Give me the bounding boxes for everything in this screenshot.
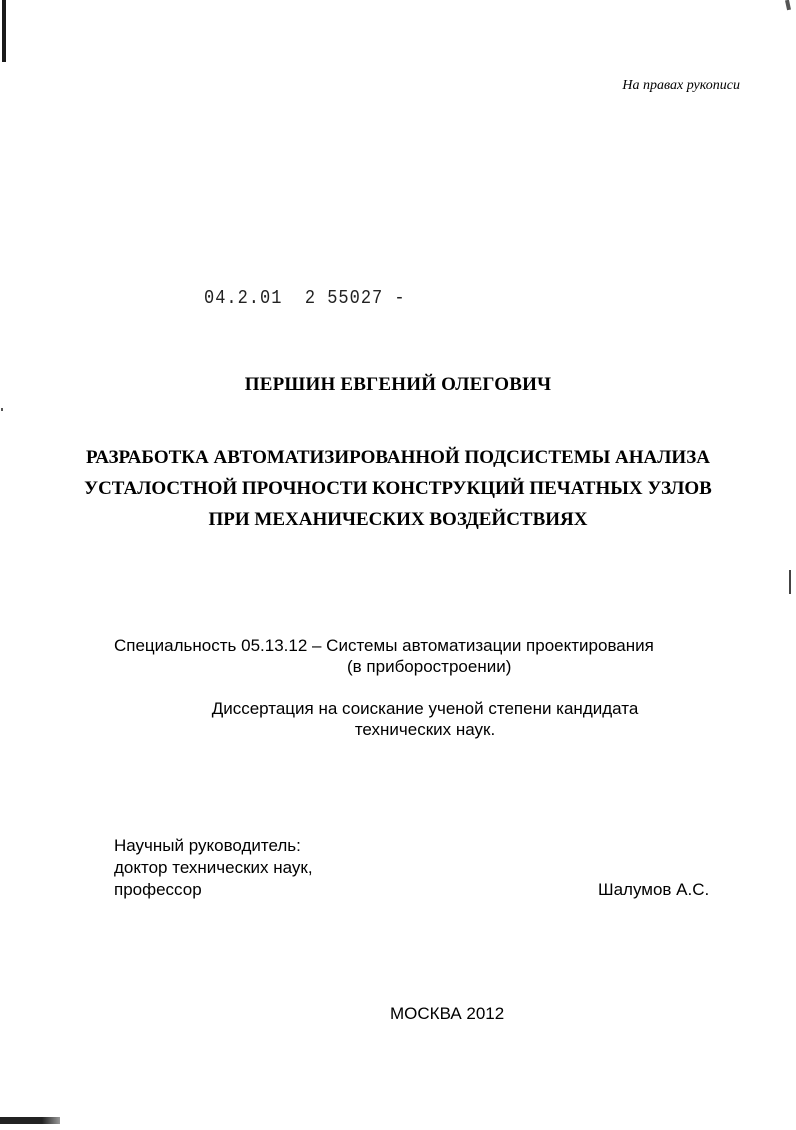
supervisor-block — [114, 835, 313, 901]
registration-stamp-number: 04.2.01 2 55027 - — [204, 288, 406, 310]
scan-edge-mark-top-right — [785, 0, 791, 10]
city-year: МОСКВА 2012 — [390, 1004, 505, 1023]
degree-statement-line: технических наук. — [354, 720, 496, 739]
supervisor-rank: профессор — [114, 880, 202, 899]
title-line: УСТАЛОСТНОЙ ПРОЧНОСТИ КОНСТРУКЦИЙ ПЕЧАТНЫХ УЗЛОВ — [84, 478, 712, 499]
supervisor-degree: доктор технических наук, — [114, 858, 313, 877]
scan-edge-mark-right — [789, 570, 791, 594]
specialty-line-continuation: (в приборостроении) — [347, 657, 512, 676]
title-line: ПРИ МЕХАНИЧЕСКИХ ВОЗДЕЙСТВИЯХ — [208, 509, 588, 530]
specialty-block — [114, 635, 654, 677]
scan-edge-mark-bottom-left — [0, 1117, 60, 1124]
scan-edge-mark-top-left — [2, 0, 6, 62]
author-name: ПЕРШИН ЕВГЕНИЙ ОЛЕГОВИЧ — [244, 374, 552, 395]
degree-statement-line: Диссертация на соискание ученой степени кандидата — [211, 699, 639, 718]
dissertation-title — [60, 442, 736, 535]
specialty-line: Специальность 05.13.12 – Системы автоматизации проектирования — [114, 636, 654, 655]
rights-notice: На правах рукописи — [622, 78, 740, 93]
scan-speck-left — [1, 408, 3, 411]
supervisor-role: Научный руководитель: — [114, 836, 301, 855]
title-line: РАЗРАБОТКА АВТОМАТИЗИРОВАННОЙ ПОДСИСТЕМЫ АНАЛИЗА — [86, 447, 710, 468]
degree-statement — [0, 698, 796, 740]
supervisor-name: Шалумов А.С. — [598, 880, 710, 899]
